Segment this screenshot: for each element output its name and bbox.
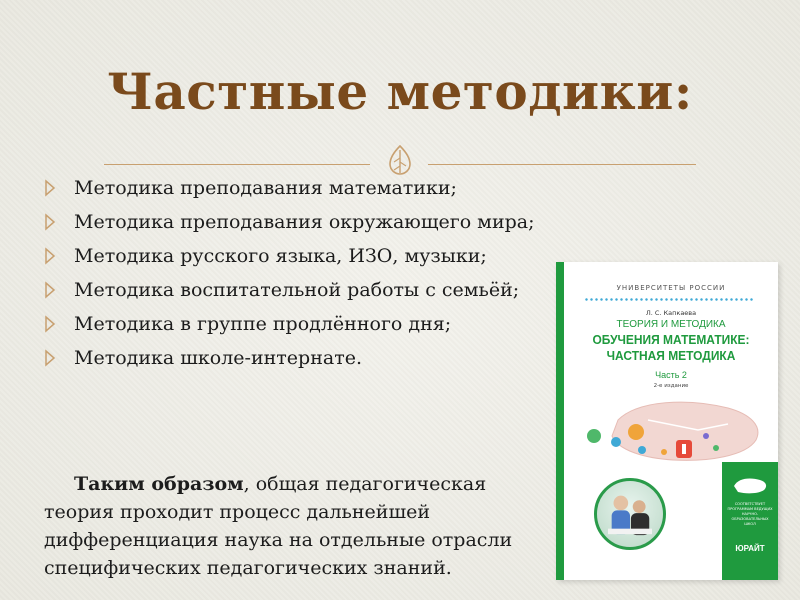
chart-bubble-icon bbox=[587, 429, 601, 443]
list-item bbox=[44, 174, 544, 202]
book-cover bbox=[556, 262, 778, 580]
publisher-name: ЮРАЙТ bbox=[735, 544, 765, 553]
list-item-text: Методика воспитательной работы с семьёй; bbox=[74, 279, 520, 301]
russia-outline-icon bbox=[730, 474, 770, 496]
russia-map-illustration bbox=[578, 390, 768, 470]
conclusion-bold: Таким образом bbox=[74, 473, 244, 495]
stamp-text: СООТВЕТСТВУЕТ ПРОГРАММАМ ВЕДУЩИХ НАУЧНО-ОБРАЗОВАТЕЛЬНЫХ ШКОЛ bbox=[727, 502, 773, 526]
list-item bbox=[44, 310, 544, 338]
list-item-text: Методика русского языка, ИЗО, музыки; bbox=[74, 245, 487, 267]
book-part: Часть 2 bbox=[655, 370, 687, 380]
list-item-text: Методика преподавания математики; bbox=[74, 177, 457, 199]
book-author: Л. С. Капкаева bbox=[645, 309, 697, 317]
conclusion-text: , общая педагогическая теория проходит процесс дальнейшей дифференциация наука на отдельные отрасли специфических педагогических знаний. bbox=[44, 473, 513, 579]
list-item-text: Методика преподавания окружающего мира; bbox=[74, 211, 535, 233]
book-dots-decoration bbox=[584, 298, 754, 301]
title-divider-left bbox=[104, 164, 370, 165]
book-series: УНИВЕРСИТЕТЫ РОССИИ bbox=[616, 284, 726, 292]
list-item bbox=[44, 208, 544, 236]
title-divider-right bbox=[428, 164, 696, 165]
bullet-marker-icon bbox=[44, 179, 56, 197]
people-photo-illustration bbox=[597, 481, 663, 547]
book-main-title-line2: ЧАСТНАЯ МЕТОДИКА bbox=[606, 348, 736, 363]
book-main-title-line1: ОБУЧЕНИЯ МАТЕМАТИКЕ: bbox=[592, 332, 750, 347]
book-edition: 2-е издание bbox=[653, 383, 689, 389]
bullet-marker-icon bbox=[44, 349, 56, 367]
methods-list bbox=[44, 174, 544, 378]
bullet-marker-icon bbox=[44, 281, 56, 299]
book-subtitle: ТЕОРИЯ И МЕТОДИКА bbox=[616, 319, 726, 330]
list-item bbox=[44, 242, 544, 270]
book-main-title bbox=[573, 332, 770, 364]
book-cover-photo bbox=[594, 478, 666, 550]
list-item bbox=[44, 344, 544, 372]
list-item-text: Методика школе-интернате. bbox=[74, 347, 362, 369]
publisher-block bbox=[722, 462, 778, 580]
list-item-text: Методика в группе продлённого дня; bbox=[74, 313, 452, 335]
bullet-marker-icon bbox=[44, 247, 56, 265]
slide-title: Частные методики: bbox=[107, 62, 693, 121]
bullet-marker-icon bbox=[44, 213, 56, 231]
conclusion-paragraph bbox=[44, 470, 534, 582]
bullet-marker-icon bbox=[44, 315, 56, 333]
list-item bbox=[44, 276, 544, 304]
